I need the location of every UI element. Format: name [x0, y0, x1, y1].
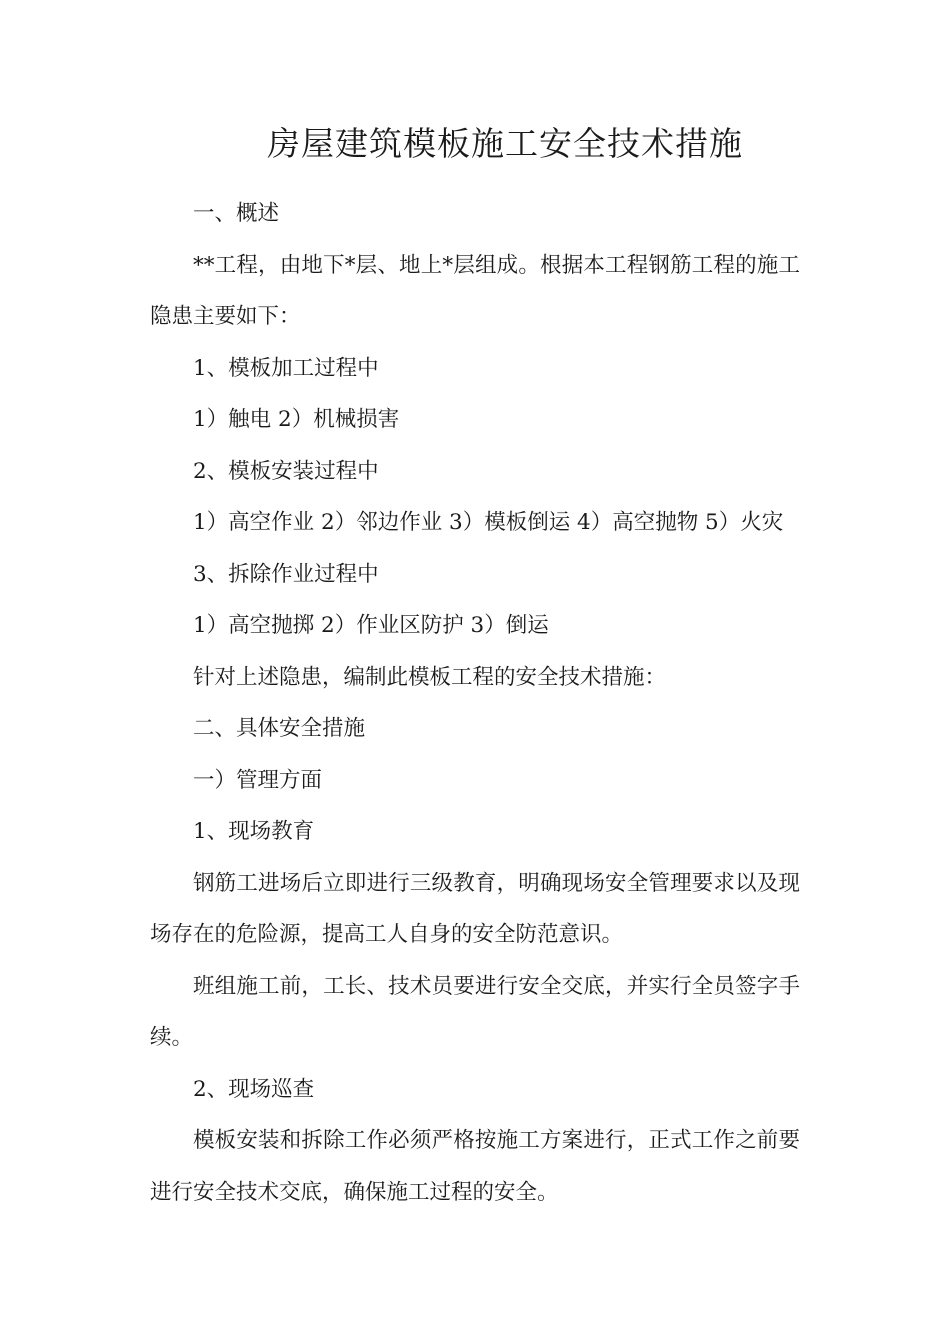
section-heading-overview: 一、概述 — [193, 201, 280, 226]
paragraph-inspection-detail: 模板安装和拆除工作必须严格按施工方案进行，正式工作之前要进行安全技术交底，确保施工过程的安全。 — [150, 1128, 800, 1205]
subheading-site-education: 1、现场教育 — [193, 819, 315, 844]
list-processing-hazards: 1）触电 2）机械损害 — [193, 407, 400, 432]
list-dismantling-hazards: 1）高空抛掷 2）作业区防护 3）倒运 — [193, 613, 549, 638]
paragraph-measures-intro: 针对上述隐患，编制此模板工程的安全技术措施： — [193, 664, 667, 690]
subheading-site-inspection: 2、现场巡查 — [193, 1076, 315, 1102]
paragraph-education-detail: 钢筋工进场后立即进行三级教育，明确现场安全管理要求以及现场存在的危险源，提高工人自身的安全防范意识。 — [150, 870, 800, 947]
paragraph-project-intro: **工程，由地下*层、地上*层组成。根据本工程钢筋工程的施工隐患主要如下： — [150, 252, 800, 329]
subheading-dismantling: 3、拆除作业过程中 — [193, 561, 379, 587]
section-heading-safety-measures: 二、具体安全措施 — [193, 716, 366, 741]
list-installation-hazards: 1）高空作业 2）邻边作业 3）模板倒运 4）高空抛物 5）火灾 — [193, 510, 784, 535]
document-title: 房屋建筑模板施工安全技术措施 — [267, 124, 743, 163]
subheading-formwork-installation: 2、模板安装过程中 — [193, 458, 379, 484]
paragraph-safety-briefing: 班组施工前，工长、技术员要进行安全交底，并实行全员签字手续。 — [150, 973, 800, 1050]
document-body — [150, 188, 800, 1218]
subheading-management: 一）管理方面 — [193, 767, 323, 793]
subheading-formwork-processing: 1、模板加工过程中 — [193, 355, 379, 381]
